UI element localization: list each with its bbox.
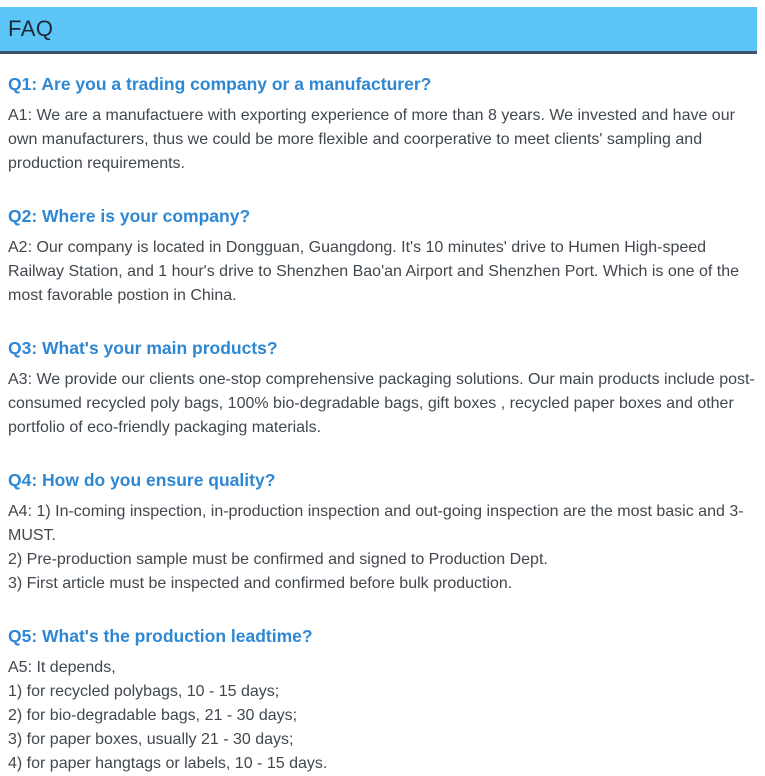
faq-item-q1 bbox=[8, 73, 755, 176]
faq-question: Q4: How do you ensure quality? bbox=[8, 470, 276, 490]
faq-content bbox=[0, 73, 765, 776]
faq-answer-line: 1) for recycled polybags, 10 - 15 days; bbox=[8, 683, 280, 700]
faq-answer-line: A2: Our company is located in Dongguan, Guangdong. It's 10 minutes' drive to Humen High-speed Railway Station, and 1 hour's drive to Shenzhen Bao'an Airport and Shenzhen Port. Which is one of the most favorable postion in China. bbox=[8, 239, 739, 304]
faq-item-q4 bbox=[8, 469, 755, 596]
faq-question: Q1: Are you a trading company or a manufacturer? bbox=[8, 74, 432, 94]
faq-section-header bbox=[0, 7, 757, 54]
faq-answer-line: A5: It depends, bbox=[8, 659, 116, 676]
faq-answer-line: A4: 1) In-coming inspection, in-production inspection and out-going inspection are the most basic and 3-MUST. bbox=[8, 503, 744, 544]
faq-answer bbox=[8, 656, 755, 776]
faq-answer-line: A3: We provide our clients one-stop comprehensive packaging solutions. Our main products include post-consumed recycled poly bags, 100% bio-degradable bags, gift boxes , recycled paper boxes and other portfolio of eco-friendly packaging materials. bbox=[8, 371, 755, 436]
faq-answer bbox=[8, 368, 755, 440]
faq-question: Q5: What's the production leadtime? bbox=[8, 626, 313, 646]
faq-answer bbox=[8, 236, 755, 308]
faq-answer-line: 4) for paper hangtags or labels, 10 - 15 days. bbox=[8, 755, 328, 772]
faq-answer-line: 2) Pre-production sample must be confirmed and signed to Production Dept. bbox=[8, 551, 548, 568]
faq-answer-line: 3) First article must be inspected and confirmed before bulk production. bbox=[8, 575, 513, 592]
faq-answer-line: 2) for bio-degradable bags, 21 - 30 days; bbox=[8, 707, 298, 724]
faq-answer-line: A1: We are a manufactuere with exporting experience of more than 8 years. We invested and have our own manufacturers, thus we could be more flexible and coorperative to meet clients' sampling and production requirements. bbox=[8, 107, 735, 172]
faq-page bbox=[0, 7, 765, 772]
page-title: FAQ bbox=[8, 16, 54, 41]
faq-answer bbox=[8, 500, 755, 596]
faq-question: Q2: Where is your company? bbox=[8, 206, 251, 226]
faq-item-q3 bbox=[8, 337, 755, 440]
faq-question: Q3: What's your main products? bbox=[8, 338, 278, 358]
faq-item-q5 bbox=[8, 625, 755, 776]
faq-answer bbox=[8, 104, 755, 176]
faq-answer-line: 3) for paper boxes, usually 21 - 30 days; bbox=[8, 731, 294, 748]
faq-item-q2 bbox=[8, 205, 755, 308]
